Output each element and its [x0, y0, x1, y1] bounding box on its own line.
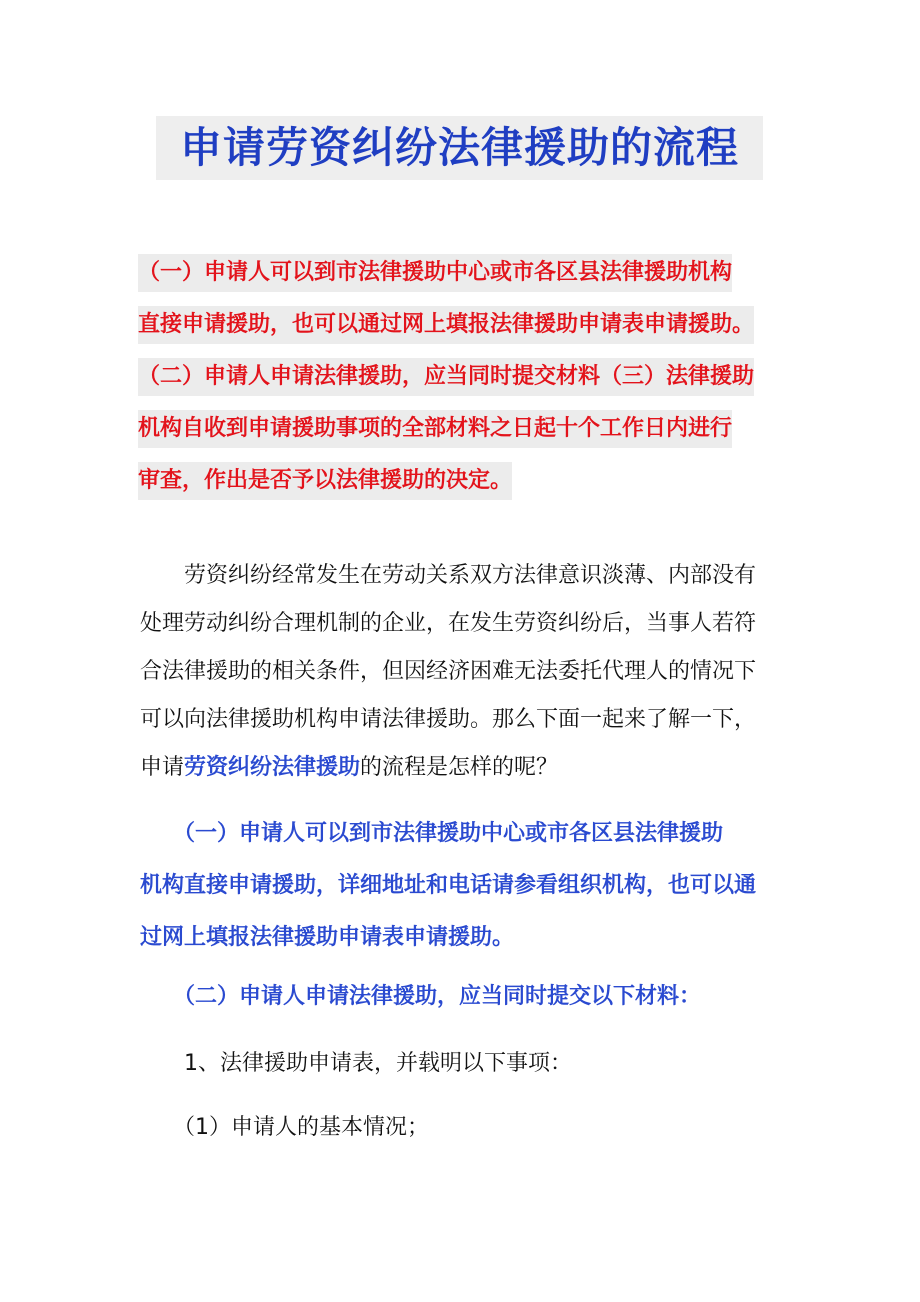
- step1-paragraph: [140, 810, 790, 962]
- intro-line: 可以向法律援助机构申请法律援助。那么下面一起来了解一下，: [140, 707, 757, 732]
- intro-line: 合法律援助的相关条件，但因经济困难无法委托代理人的情况下: [140, 659, 757, 684]
- item1-sub1-line: （1）申请人的基本情况；: [140, 1115, 429, 1140]
- page-title: 申请劳资纠纷法律援助的流程: [179, 123, 739, 172]
- topic-link[interactable]: 劳资纠纷法律援助: [184, 755, 361, 780]
- summary-line: 机构自收到申请援助事项的全部材料之日起十个工作日内进行: [138, 410, 732, 448]
- intro-line: 处理劳动纠纷合理机制的企业，在发生劳资纠纷后，当事人若符: [140, 611, 757, 636]
- intro-line-last: [140, 744, 790, 792]
- step2-line: （二）申请人申请法律援助，应当同时提交以下材料：: [140, 984, 702, 1009]
- intro-line: 劳资纠纷经常发生在劳动关系双方法律意识淡薄、内部没有: [140, 563, 757, 588]
- summary-line: 直接申请援助，也可以通过网上填报法律援助申请表申请援助。: [138, 306, 754, 344]
- item1-sub1-paragraph: [140, 1104, 790, 1152]
- summary-line: （一）申请人可以到市法律援助中心或市各区县法律援助机构: [138, 254, 732, 292]
- step2-paragraph: [140, 973, 790, 1021]
- intro-paragraph: [140, 552, 790, 792]
- item1-paragraph: [140, 1040, 790, 1088]
- intro-prefix: 申请: [140, 755, 185, 780]
- intro-suffix: 的流程是怎样的呢？: [360, 755, 559, 780]
- title-highlight: [156, 116, 763, 180]
- step1-line: 过网上填报法律援助申请表申请援助。: [140, 925, 515, 950]
- summary-line: （二）申请人申请法律援助，应当同时提交材料（三）法律援助: [138, 358, 754, 396]
- summary-line: 审查，作出是否予以法律援助的决定。: [138, 462, 512, 500]
- step1-line: （一）申请人可以到市法律援助中心或市各区县法律援助: [140, 821, 724, 846]
- summary-block: [138, 254, 788, 514]
- item1-line: 1、法律援助申请表，并载明以下事项：: [140, 1051, 572, 1076]
- step1-line: 机构直接申请援助，详细地址和电话请参看组织机构，也可以通: [140, 873, 757, 898]
